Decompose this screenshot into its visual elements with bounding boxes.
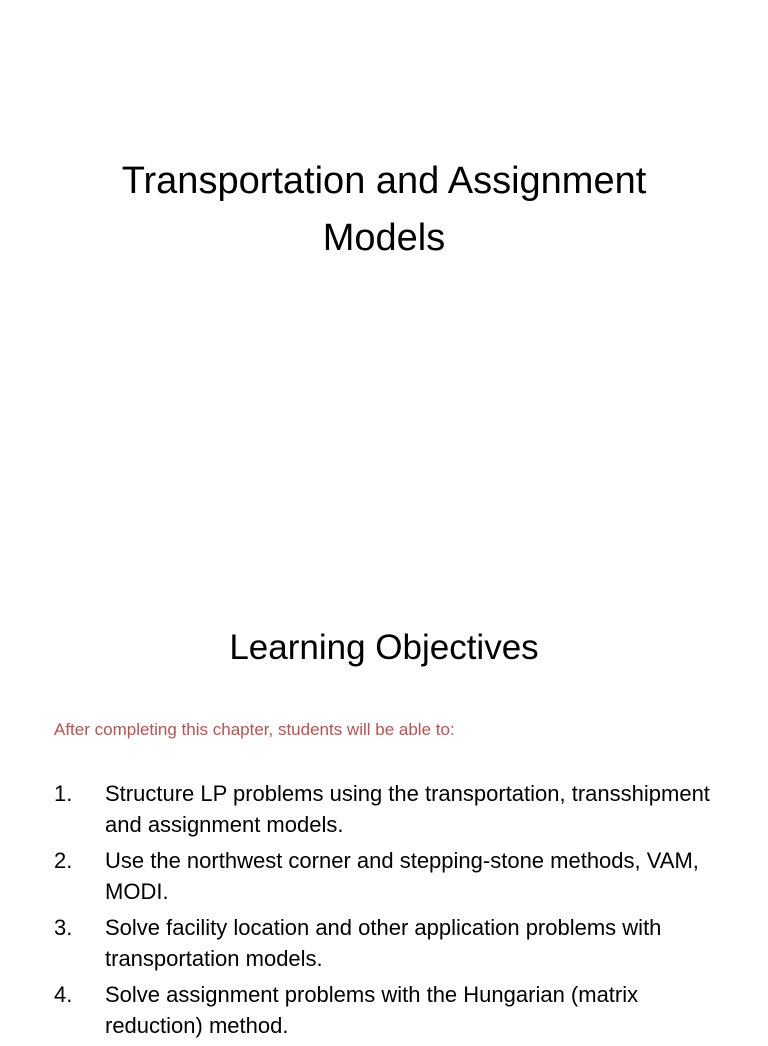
objective-text: Structure LP problems using the transportation, transshipment and assignment models. — [105, 781, 710, 837]
learning-objectives-heading: Learning Objectives — [229, 628, 539, 667]
objective-item — [54, 778, 714, 840]
objective-text: Solve facility location and other application problems with transportation models. — [105, 915, 662, 971]
objective-number: 3. — [54, 915, 73, 940]
slide-title-line-2: Models — [322, 217, 446, 259]
slide-title — [0, 153, 768, 267]
slide-title-line-1: Transportation and Assignment — [121, 160, 647, 202]
objective-item — [54, 979, 714, 1041]
objectives-list — [54, 778, 714, 1046]
objective-text: Solve assignment problems with the Hungarian (matrix reduction) method. — [105, 982, 639, 1038]
objective-number: 2. — [54, 848, 73, 873]
objective-text: Use the northwest corner and stepping-stone methods, VAM, MODI. — [105, 848, 699, 904]
objective-item — [54, 912, 714, 974]
objective-item — [54, 845, 714, 907]
objectives-intro: After completing this chapter, students will be able to: — [54, 720, 455, 739]
objective-number: 4. — [54, 982, 73, 1007]
objective-number: 1. — [54, 781, 73, 806]
